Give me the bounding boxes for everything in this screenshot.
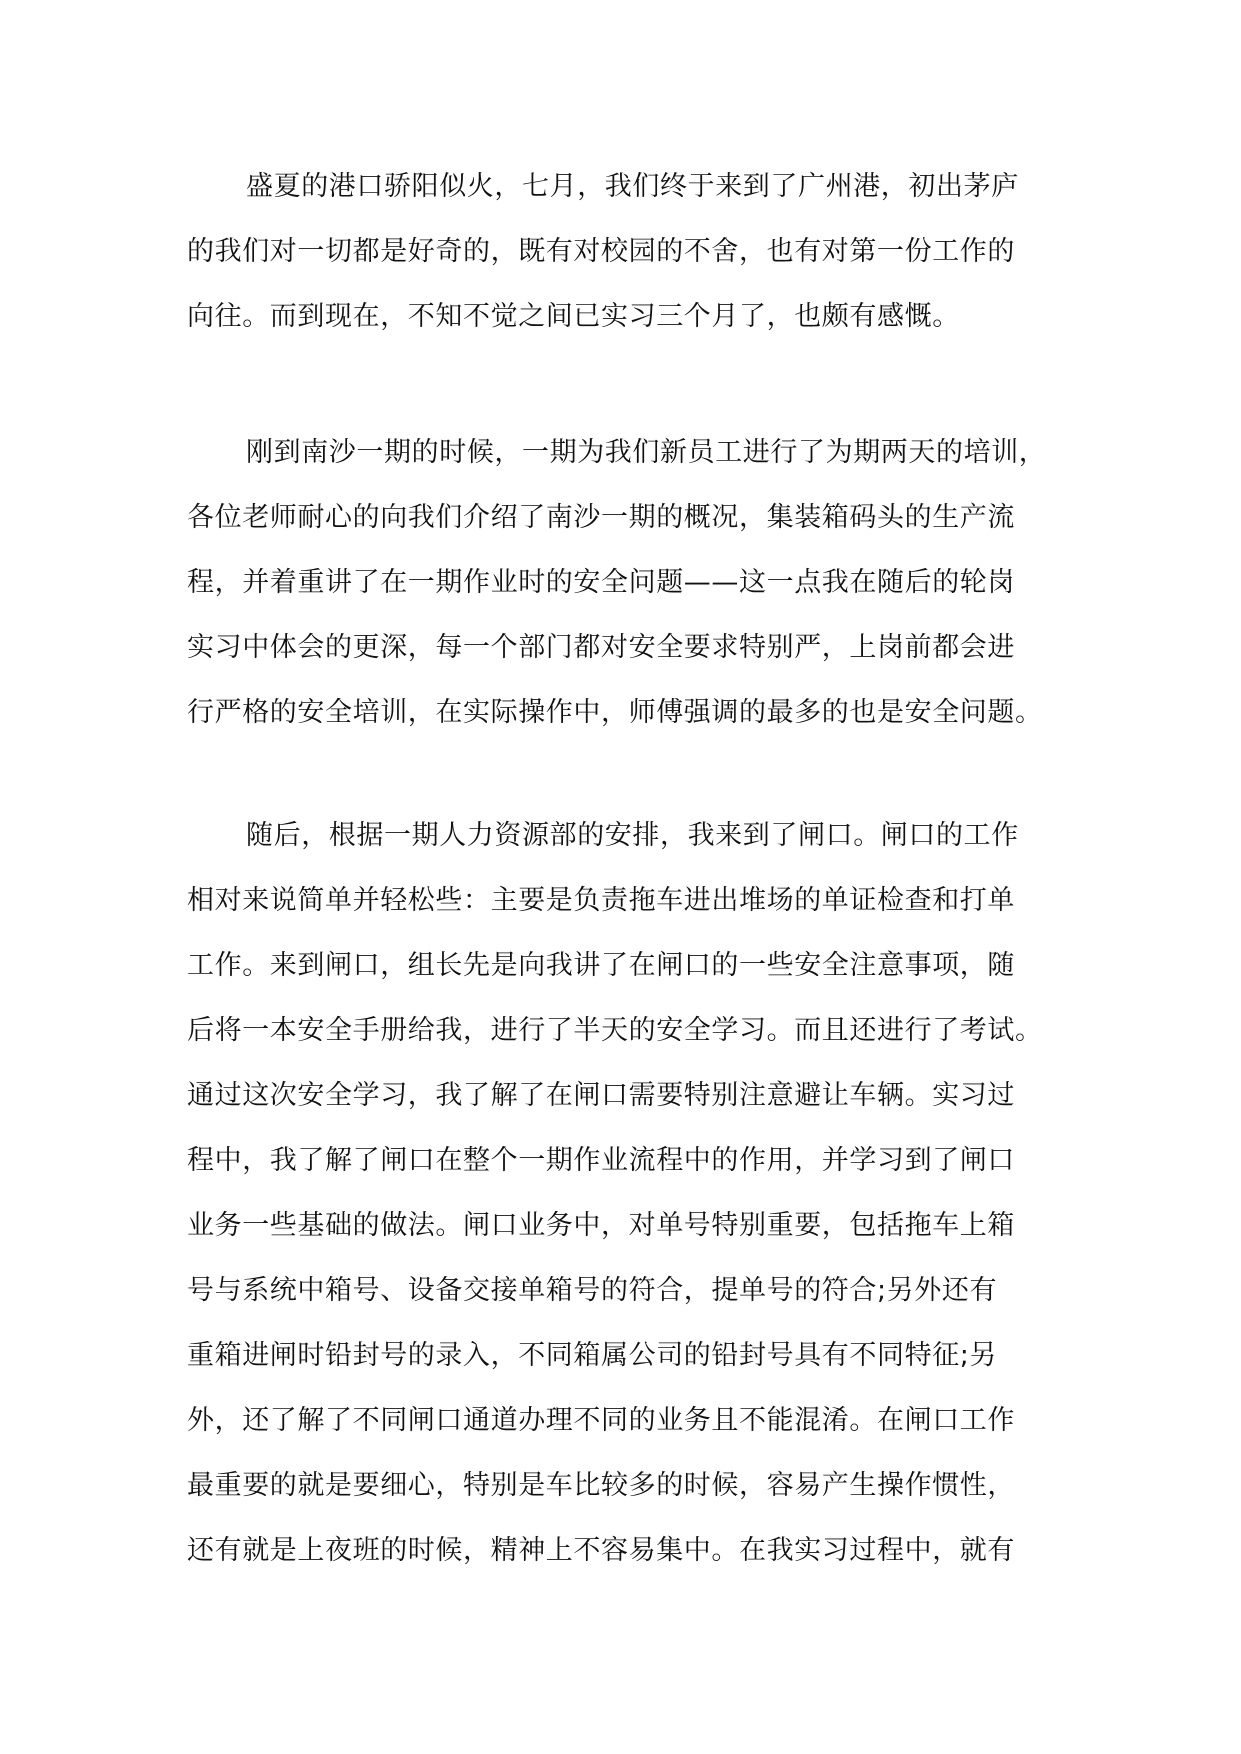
text-line: 各位老师耐心的向我们介绍了南沙一期的概况，集装箱码头的生产流 — [187, 502, 1015, 533]
text-line: 重箱进闸时铅封号的录入，不同箱属公司的铅封号具有不同特征;另 — [187, 1340, 998, 1371]
text-line: 刚到南沙一期的时候，一期为我们新员工进行了为期两天的培训， — [246, 437, 1047, 468]
text-line: 业务一些基础的做法。闸口业务中，对单号特别重要，包括拖车上箱 — [187, 1210, 1015, 1241]
text-line: 程中，我了解了闸口在整个一期作业流程中的作用，并学习到了闸口 — [187, 1145, 1015, 1176]
text-line: 工作。来到闸口，组长先是向我讲了在闸口的一些安全注意事项，随 — [187, 950, 1015, 981]
text-line: 最重要的就是要细心，特别是车比较多的时候，容易产生操作惯性， — [187, 1470, 1015, 1501]
paragraph-1 — [187, 154, 1067, 349]
text-line: 号与系统中箱号、设备交接单箱号的符合，提单号的符合;另外还有 — [187, 1275, 998, 1306]
text-line: 向往。而到现在，不知不觉之间已实习三个月了，也颇有感慨。 — [187, 301, 960, 332]
paragraph-3 — [187, 803, 1067, 1583]
paragraph-2 — [187, 420, 1067, 745]
text-line: 的我们对一切都是好奇的，既有对校园的不舍，也有对第一份工作的 — [187, 236, 1015, 267]
text-line: 后将一本安全手册给我，进行了半天的安全学习。而且还进行了考试。 — [187, 1015, 1043, 1046]
text-line: 盛夏的港口骄阳似火，七月，我们终于来到了广州港，初出茅庐 — [246, 171, 1019, 202]
text-line: 行严格的安全培训，在实际操作中，师傅强调的最多的也是安全问题。 — [187, 697, 1043, 728]
text-line: 程，并着重讲了在一期作业时的安全问题——这一点我在随后的轮岗 — [187, 567, 1015, 598]
text-line: 相对来说简单并轻松些：主要是负责拖车进出堆场的单证检查和打单 — [187, 885, 1015, 916]
text-line: 实习中体会的更深，每一个部门都对安全要求特别严，上岗前都会进 — [187, 632, 1015, 663]
text-line: 通过这次安全学习，我了解了在闸口需要特别注意避让车辆。实习过 — [187, 1080, 1015, 1111]
text-line: 外，还了解了不同闸口通道办理不同的业务且不能混淆。在闸口工作 — [187, 1405, 1015, 1436]
text-line: 随后，根据一期人力资源部的安排，我来到了闸口。闸口的工作 — [246, 820, 1019, 851]
text-line: 还有就是上夜班的时候，精神上不容易集中。在我实习过程中，就有 — [187, 1535, 1015, 1566]
